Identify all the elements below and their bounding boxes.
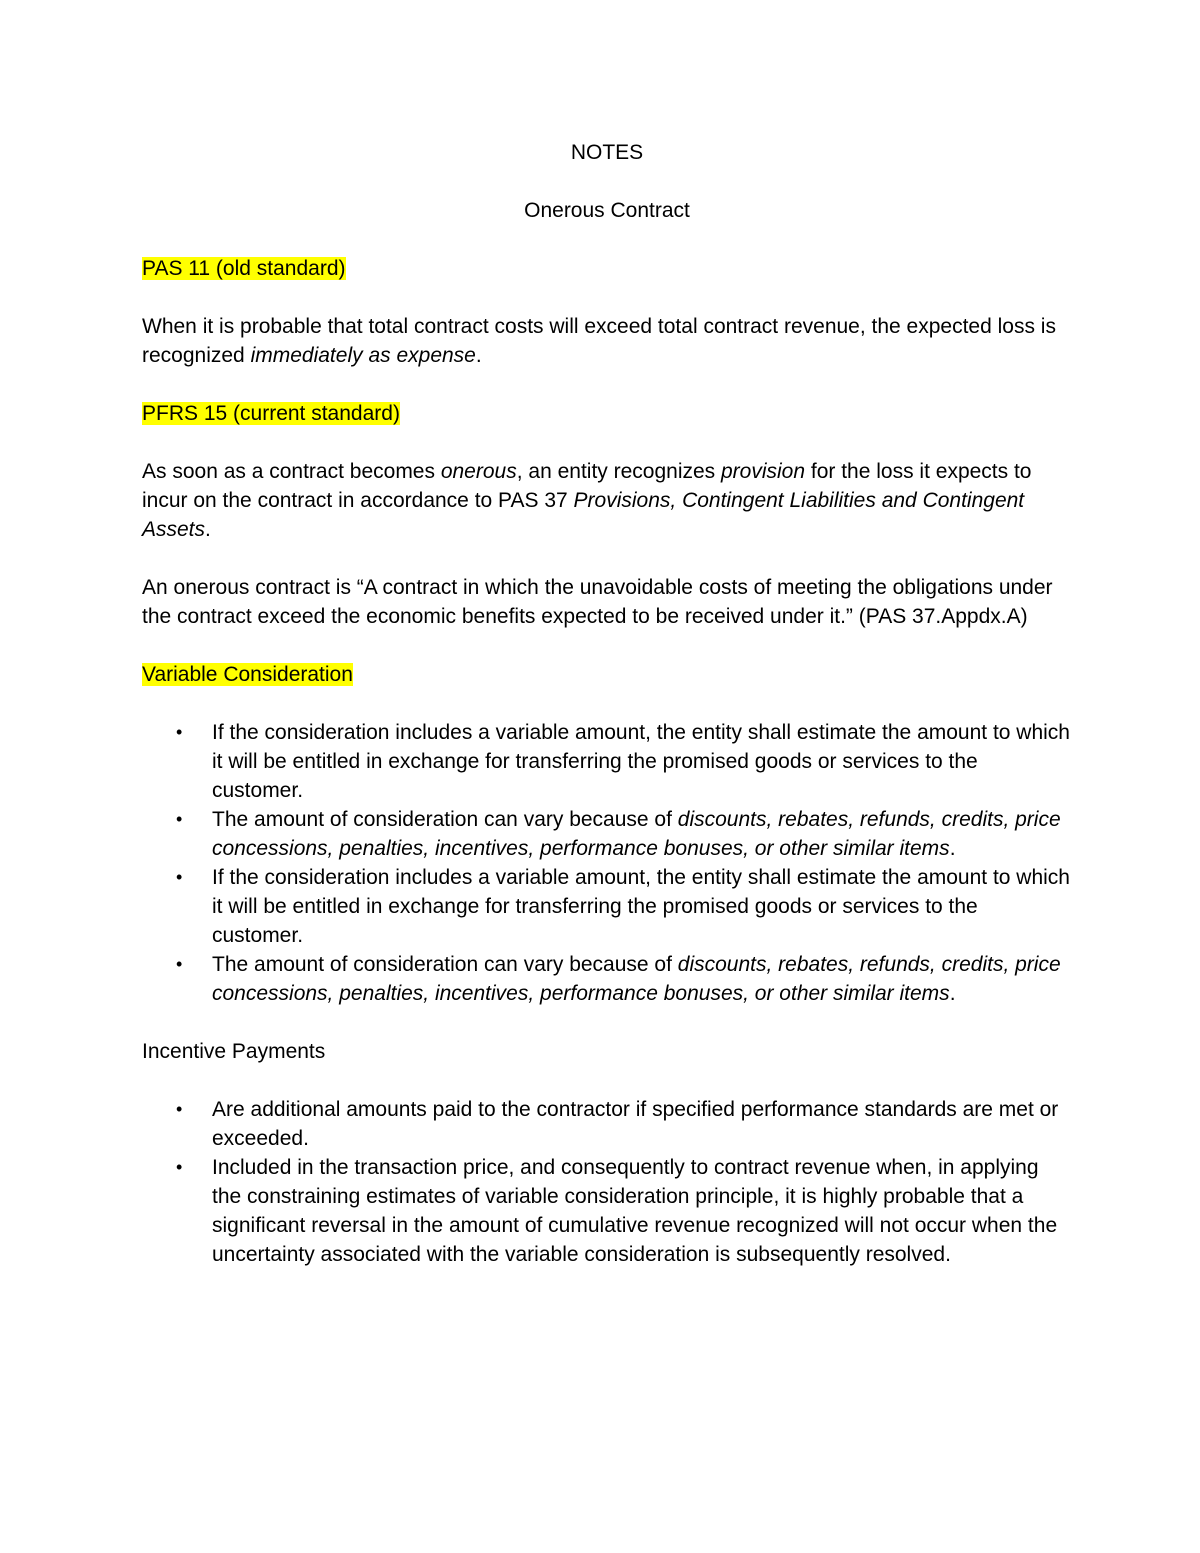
list-item: • The amount of consideration can vary because of discounts, rebates, refunds, credits, price concessions, penalties, incentives, performance bonuses, or other similar items.: [142, 805, 1072, 863]
document-body: [142, 138, 1072, 1269]
list-item: • The amount of consideration can vary because of discounts, rebates, refunds, credits, price concessions, penalties, incentives, performance bonuses, or other similar items.: [142, 950, 1072, 1008]
incentive-payments-heading: Incentive Payments: [142, 1040, 326, 1063]
list-item: • If the consideration includes a variable amount, the entity shall estimate the amount to which it will be entitled in exchange for transferring the promised goods or services to the customer.: [142, 863, 1072, 950]
list-item: • If the consideration includes a variable amount, the entity shall estimate the amount to which it will be entitled in exchange for transferring the promised goods or services to the customer.: [142, 718, 1072, 805]
onerous-definition-paragraph: An onerous contract is “A contract in which the unavoidable costs of meeting the obligations under the contract exceed the economic benefits expected to be received under it.” (PAS 37.Appdx.A): [142, 576, 1053, 628]
list-item: • Included in the transaction price, and consequently to contract revenue when, in applying the constraining estimates of variable consideration principle, it is highly probable that a significant reversal in the amount of cumulative revenue recognized will not occur when the uncertainty associated with the variable consideration is subsequently resolved.: [142, 1153, 1072, 1269]
document-subtitle: Onerous Contract: [524, 199, 690, 222]
variable-consideration-heading: [142, 660, 1072, 689]
highlight: PAS 11 (old standard): [142, 257, 346, 280]
pfrs15-paragraph: As soon as a contract becomes onerous, an entity recognizes provision for the loss it expects to incur on the contract in accordance to PAS 37 Provisions, Contingent Liabilities and Contingent Assets.: [142, 460, 1032, 541]
highlight: PFRS 15 (current standard): [142, 402, 400, 425]
pas11-paragraph: When it is probable that total contract costs will exceed total contract revenue, the expected loss is recognized immediately as expense.: [142, 315, 1056, 367]
pfrs15-heading: [142, 399, 1072, 428]
highlight: Variable Consideration: [142, 663, 353, 686]
document-title: NOTES: [570, 141, 644, 164]
list-item: • Are additional amounts paid to the contractor if specified performance standards are met or exceeded.: [142, 1095, 1072, 1153]
incentive-payments-list: [142, 1095, 1072, 1269]
pas11-heading: [142, 254, 1072, 283]
variable-consideration-list: [142, 718, 1072, 1008]
